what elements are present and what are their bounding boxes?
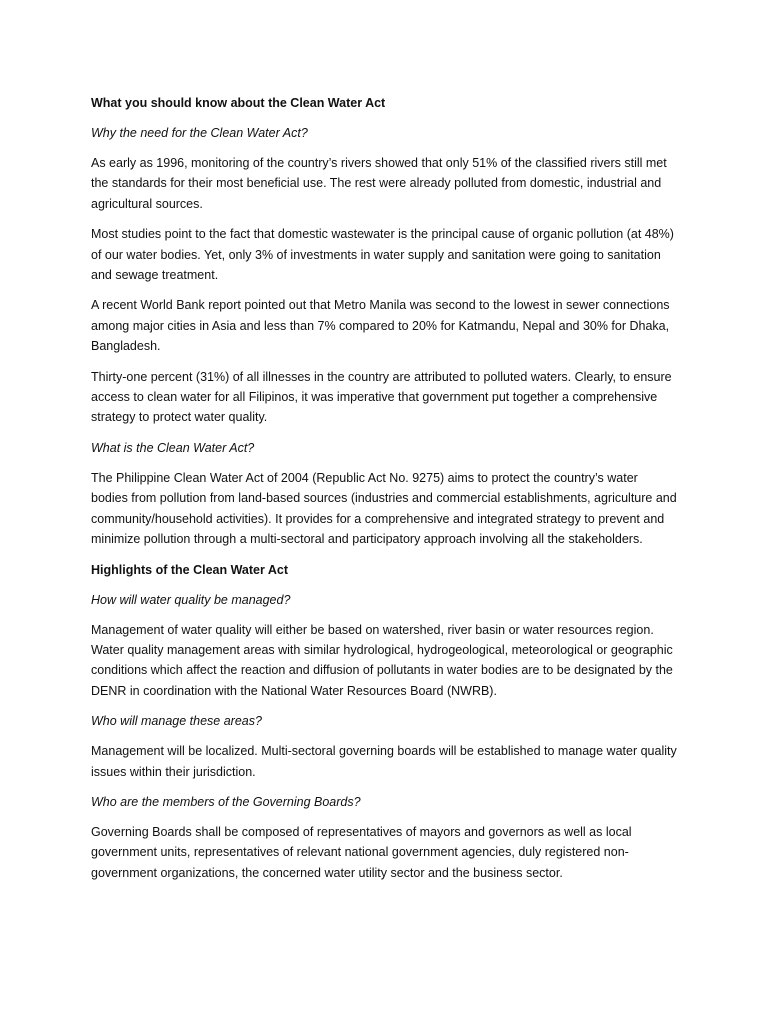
question-what: What is the Clean Water Act? xyxy=(91,440,255,455)
paragraph-studies: Most studies point to the fact that domestic wastewater is the principal cause of organic pollution (at 48%) of our water bodies. Yet, only 3% of investments in water supply and sanitation were going to sanitation and sewage treatment. xyxy=(91,227,674,283)
paragraph-localized: Management will be localized. Multi-sectoral governing boards will be established to manage water quality issues within their jurisdiction. xyxy=(91,744,677,779)
question-need: Why the need for the Clean Water Act? xyxy=(91,126,308,140)
paragraph-act: The Philippine Clean Water Act of 2004 (Republic Act No. 9275) aims to protect the country’s water bodies from pollution from land-based sources (industries and commercial establishments, agriculture and community/household activities). It provides for a comprehensive and integrated strategy to prevent and minimize pollution through a multi-sectoral and participatory approach involving all the stakeholders. xyxy=(91,470,677,547)
document-body xyxy=(91,93,677,893)
highlights-heading: Highlights of the Clean Water Act xyxy=(91,562,288,577)
paragraph-management: Management of water quality will either be based on watershed, river basin or water resources region. Water quality management areas with similar hydrological, hydrogeological, meteorological or geographic conditions which affect the reaction and diffusion of pollutants in water bodies are to be designated by the DENR in coordination with the National Water Resources Board (NWRB). xyxy=(91,622,673,698)
question-managed: How will water quality be managed? xyxy=(91,592,291,607)
paragraph-1996: As early as 1996, monitoring of the country’s rivers showed that only 51% of the classified rivers still met the standards for their most beneficial use. The rest were already polluted from domestic, industrial and agricultural sources. xyxy=(91,156,667,211)
paragraph-illnesses: Thirty-one percent (31%) of all illnesses in the country are attributed to polluted waters. Clearly, to ensure access to clean water for all Filipinos, it was imperative that government put together a comprehensive strategy to protect water quality. xyxy=(91,369,672,425)
paragraph-boards: Governing Boards shall be composed of representatives of mayors and governors as well as local government units, representatives of relevant national government agencies, duly registered non-government organizations, the concerned water utility sector and the business sector. xyxy=(91,824,632,880)
question-members: Who are the members of the Governing Boards? xyxy=(91,794,361,809)
paragraph-world-bank: A recent World Bank report pointed out that Metro Manila was second to the lowest in sewer connections among major cities in Asia and less than 7% compared to 20% for Katmandu, Nepal and 30% for Dhaka, Bangladesh. xyxy=(91,298,670,354)
question-who-manage: Who will manage these areas? xyxy=(91,714,262,729)
document-title: What you should know about the Clean Water Act xyxy=(91,96,386,110)
